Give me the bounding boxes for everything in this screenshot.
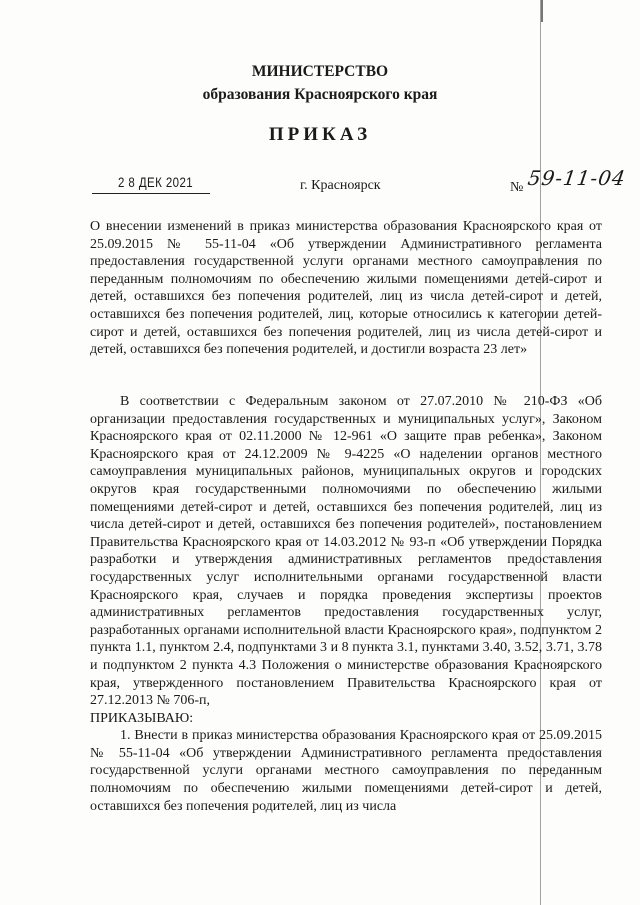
handwritten-order-number: 59-11-04 (526, 166, 628, 190)
clause-1-paragraph: 1. Внести в приказ министерства образования Красноярского края от 25.09.2015 № 55-11-04 «Об утверждении Административного регламента предоставления государственной услуги органами местного самоуправления по переданным полномочиям по обеспечению жилыми помещениями детей-сирот и детей, оставшихся без попечения родителей, лиц из числа (90, 728, 602, 814)
preamble-paragraph: В соответствии с Федеральным законом от 27.07.2010 № 210-ФЗ «Об организации предоставления государственных и муниципальных услуг», Законом Красноярского края от 02.11.2000 № 12-961 «О защите прав ребенка», Законом Красноярского края от 24.12.2009 № 9-4225 «О наделении органов местного самоуправления муниципальных районов, муниципальных округов и городских округов края государственными полномочиями по обеспечению жилыми помещениями детей-сирот и детей, оставшихся без попечения родителей, лиц из числа детей-сирот и детей, оставшихся без попечения родителей», постановлением Правительства Красноярского края от 14.03.2012 № 93-п «Об утверждении Порядка разработки и утверждения административных регламентов предоставления государственных услуг исполнительными органами государственной власти Красноярского края, случаев и порядка проведения экспертизы проектов административных регламентов предоставления государственных услуг, разработанных органами исполнительной власти Красноярского края», подпунктом 2 пункта 1.1, пунктом 2.4, подпунктами 3 и 8 пункта 3.1, пунктами 3.40, 3.52, 3.71, 3.78 и подпунктом 2 пункта 4.3 Положения о министерстве образования Красноярского края, утвержденного постановлением Правительства Красноярского края от 27.12.2013 № 706-п, (90, 394, 602, 709)
document-type-title: ПРИКАЗ (268, 124, 372, 145)
ministry-name: МИНИСТЕРСТВО (251, 63, 389, 80)
date-stamp: 2 8 ДЕК 2021 (118, 175, 194, 190)
ministry-subtitle: образования Красноярского края (202, 86, 438, 103)
date-underline (92, 193, 210, 194)
number-sign: № (510, 180, 524, 195)
scan-artifact-tick (541, 0, 543, 22)
order-keyword: ПРИКАЗЫВАЮ: (90, 710, 194, 726)
subject-text: О внесении изменений в приказ министерства образования Красноярского края от 25.09.2015 № 55-11-04 «Об утверждении Административного регламента предоставления государственной услуги органами местного самоуправления по переданным полномочиям по обеспечению жилыми помещениями детей-сирот и детей, оставшихся без попечения родителей, лиц из числа детей-сирот и детей, оставшихся без попечения родителей, лиц, которые относились к категории детей-сирот и детей, оставшихся без попечения родителей, лиц из числа детей-сирот и детей, оставшихся без попечения родителей, и достигли возраста 23 лет» (90, 219, 602, 358)
order-subject (90, 218, 602, 359)
order-body (90, 393, 602, 815)
city-label: г. Красноярск (300, 178, 381, 193)
